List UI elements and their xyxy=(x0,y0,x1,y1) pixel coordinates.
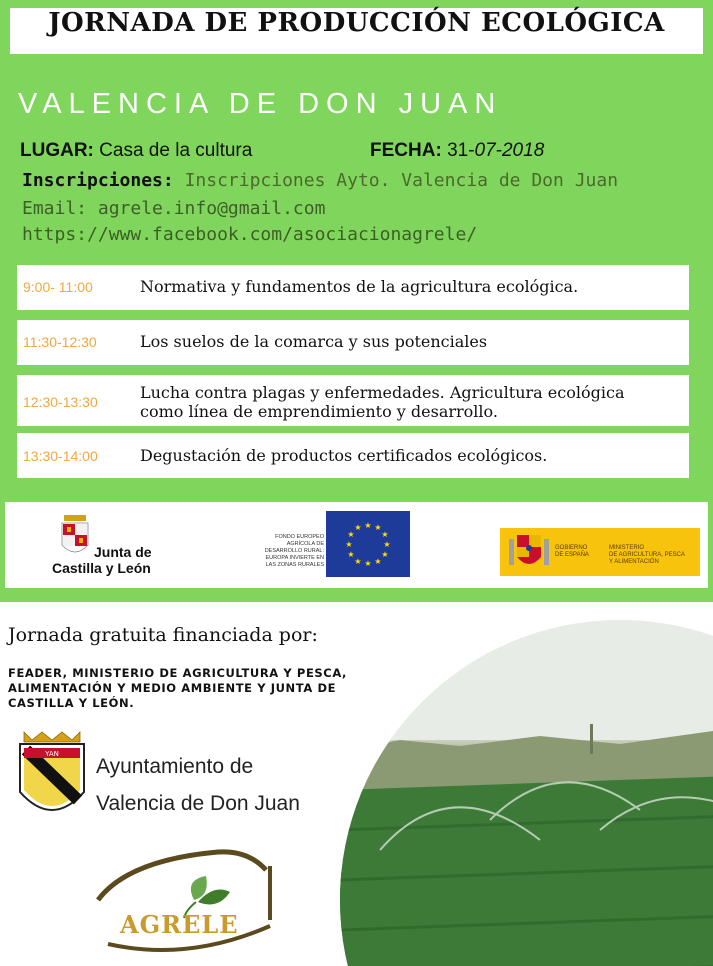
fecha-line xyxy=(370,140,544,162)
feader-line: FONDO EUROPEO xyxy=(275,534,324,540)
ayuntamiento-line1: Ayuntamiento de xyxy=(96,755,254,778)
schedule-row xyxy=(17,433,689,478)
facebook-link[interactable]: https://www.facebook.com/asociacionagrele/ xyxy=(22,224,478,245)
svg-text:★: ★ xyxy=(374,557,382,566)
schedule-topic-line2: como línea de emprendimiento y desarrollo. xyxy=(140,402,498,421)
schedule-topic xyxy=(140,383,624,421)
schedule-row xyxy=(17,320,689,365)
feader-line: EUROPA INVIERTE EN xyxy=(265,555,324,561)
page-title: JORNADA DE PRODUCCIÓN ECOLÓGICA xyxy=(48,8,665,38)
ministerio-text xyxy=(609,545,685,566)
svg-text:★: ★ xyxy=(383,540,391,549)
schedule-time: 12:30-13:30 xyxy=(23,394,98,410)
lugar-line xyxy=(20,140,252,162)
fecha-label: FECHA: xyxy=(370,140,442,161)
shield-text: YAN xyxy=(45,750,59,758)
town-heading: VALENCIA DE DON JUAN xyxy=(18,88,503,120)
svg-text:★: ★ xyxy=(381,550,389,559)
jcyl-logo-text xyxy=(52,544,152,576)
ministerio-line: Y ALIMENTACIÓN xyxy=(609,559,659,565)
fecha-rest: 07-2018 xyxy=(474,140,545,161)
schedule-row xyxy=(17,375,689,426)
gobierno-line: DE ESPAÑA xyxy=(555,552,589,558)
spain-crest-icon xyxy=(509,533,549,571)
schedule-topic-line1: Lucha contra plagas y enfermedades. Agricultura ecológica xyxy=(140,383,625,402)
svg-text:★: ★ xyxy=(374,523,382,532)
svg-text:★: ★ xyxy=(381,530,389,539)
svg-text:★: ★ xyxy=(347,530,355,539)
gobierno-text xyxy=(555,545,589,559)
lugar-label: LUGAR: xyxy=(20,140,94,161)
feader-line: DESARROLLO RURAL: xyxy=(264,548,324,554)
feader-line: AGRÍCOLA DE xyxy=(286,541,324,547)
svg-text:★: ★ xyxy=(354,557,362,566)
agrele-name: AGRELE xyxy=(120,910,239,939)
funders-list: FEADER, MINISTERIO DE AGRICULTURA Y PESCA, ALIMENTACIÓN Y MEDIO AMBIENTE Y JUNTA DE CASTILLA Y LEÓN. xyxy=(8,666,348,710)
funded-by-heading: Jornada gratuita financiada por: xyxy=(8,624,318,646)
feader-text xyxy=(254,534,324,569)
svg-text:★: ★ xyxy=(364,559,372,568)
ministerio-line: DE AGRICULTURA, PESCA xyxy=(609,552,685,558)
schedule-time: 9:00- 11:00 xyxy=(23,279,93,295)
agrele-logo-icon xyxy=(88,840,288,960)
ministerio-line: MINISTERIO xyxy=(609,545,645,551)
ayuntamiento-shield-icon xyxy=(14,730,90,830)
schedule-topic: Degustación de productos certificados ecológicos. xyxy=(140,446,548,465)
svg-text:★: ★ xyxy=(345,540,353,549)
lugar-value: Casa de la cultura xyxy=(99,140,253,161)
schedule-time: 13:30-14:00 xyxy=(23,448,98,464)
svg-text:★: ★ xyxy=(347,550,355,559)
inscripciones-line xyxy=(22,170,618,191)
email-text: Email: agrele.info@gmail.com xyxy=(22,198,326,219)
inscripciones-value: Inscripciones Ayto. Valencia de Don Juan xyxy=(184,170,619,191)
schedule-time: 11:30-12:30 xyxy=(23,334,97,350)
eu-flag-icon xyxy=(326,511,410,577)
inscripciones-label: Inscripciones: xyxy=(22,170,174,191)
schedule-row xyxy=(17,265,689,310)
fecha-day: 31- xyxy=(447,140,475,161)
svg-text:★: ★ xyxy=(364,521,372,530)
svg-text:★: ★ xyxy=(354,523,362,532)
ayuntamiento-line2: Valencia de Don Juan xyxy=(96,792,300,815)
schedule-topic: Normativa y fundamentos de la agricultura ecológica. xyxy=(140,277,579,296)
feader-line: LAS ZONAS RURALES xyxy=(265,562,324,568)
jcyl-line2: Castilla y León xyxy=(52,560,151,576)
gobierno-line: GOBIERNO xyxy=(555,545,588,551)
jcyl-line1: Junta de xyxy=(94,544,152,560)
schedule-topic: Los suelos de la comarca y sus potenciales xyxy=(140,332,488,351)
